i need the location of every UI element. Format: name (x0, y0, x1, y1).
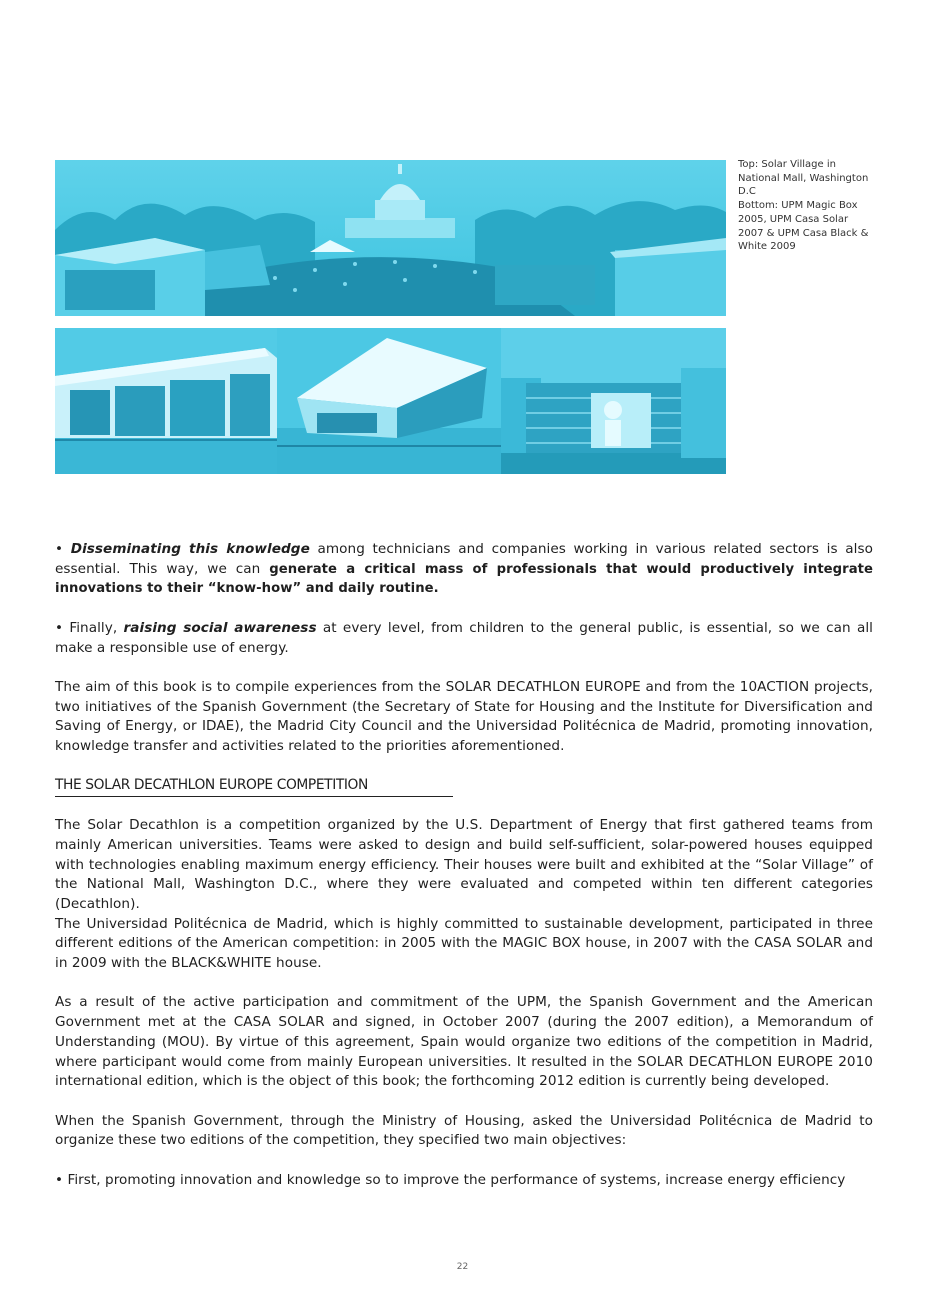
caption-line: 2007 & UPM Casa Black & (738, 227, 869, 239)
paragraph-social-awareness (55, 619, 873, 658)
casa-black-white-illustration (501, 328, 726, 474)
paragraph-competition-intro: The Solar Decathlon is a competition organized by the U.S. Department of Energy that first gathered teams from mainly American universities. Teams were asked to design and build self-sufficient, solar-powered houses equipped with technologies enabling maximum energy efficiency. Their houses were built and exhibited at the “Solar Village” of the National Mall, Washington D.C., where they were evaluated and competed within ten different categories (Decathlon). (55, 817, 873, 912)
solar-village-illustration (55, 160, 726, 316)
figure-caption (738, 158, 873, 254)
bottom-photo-casa-black-white-2009 (501, 328, 726, 474)
casa-solar-illustration (277, 328, 501, 474)
emphasis-social-awareness: raising social awareness (123, 619, 317, 636)
bullet: • Finally, (55, 619, 124, 636)
paragraph-mou: As a result of the active participation and commitment of the UPM, the Spanish Government and the American Government met at the CASA SOLAR and signed, in October 2007 (during the 2007 edition), a Memorandum of Understanding (MOU). By virtue of this agreement, Spain would organize two editions of the competition in Madrid, where participant would come from mainly European universities. It resulted in the SOLAR DECATHLON EUROPE 2010 international edition, which is the object of this book; the forthcoming 2012 edition is currently being developed. (55, 994, 873, 1090)
paragraph-first-objective: • First, promoting innovation and knowledge so to improve the performance of systems, increase energy efficiency (55, 1171, 846, 1188)
bottom-photo-casa-solar-2007 (277, 328, 501, 474)
paragraph-aim: The aim of this book is to compile experiences from the SOLAR DECATHLON EUROPE and from the 10ACTION projects, two initiatives of the Spanish Government (the Secretary of State for Housing and the Institute for Diversification and Saving of Energy, or IDAE), the Madrid City Council and the Universidad Politécnica de Madrid, promoting innovation, knowledge transfer and activities related to the priorities aforementioned. (55, 678, 873, 754)
caption-line: National Mall, Washington (738, 172, 869, 184)
section-heading: THE SOLAR DECATHLON EUROPE COMPETITION (55, 776, 453, 797)
paragraph-objectives: When the Spanish Government, through the Ministry of Housing, asked the Universidad Politécnica de Madrid to organize these two editions of the competition, they specified two main objectives: (55, 1112, 873, 1149)
paragraph-text: among technicians and companies working in various related sectors is also essential. This way, we can (55, 541, 873, 577)
bottom-photo-magic-box-2005 (55, 328, 277, 474)
caption-line: White 2009 (738, 241, 796, 253)
caption-line: D.C (738, 186, 756, 198)
page-number: 22 (456, 1262, 469, 1272)
bullet: • (55, 541, 71, 557)
paragraph-text: at every level, from children to the general public, is essential, so we can all make a responsible use of energy. (55, 619, 873, 656)
caption-line: Bottom: UPM Magic Box (738, 200, 858, 212)
caption-line: Top: Solar Village in (738, 159, 836, 170)
paragraph-upm-participation: The Universidad Politécnica de Madrid, which is highly committed to sustainable development, participated in three different editions of the American competition: in 2005 with the MAGIC BOX house, in 2007 with the CASA SOLAR and in 2009 with the BLACK&WHITE house. (55, 915, 873, 972)
paragraph-disseminating (55, 540, 873, 599)
strong-critical-mass: generate a critical mass of professionals that would productively integrate innovations to their “know-how” and daily routine. (55, 561, 874, 597)
magic-box-illustration (55, 328, 277, 474)
caption-line: 2005, UPM Casa Solar (738, 213, 849, 225)
emphasis-disseminating: Disseminating this knowledge (70, 541, 310, 557)
top-photo-solar-village (55, 160, 726, 316)
body-text (55, 540, 873, 1210)
section-heading-wrap (55, 776, 873, 816)
